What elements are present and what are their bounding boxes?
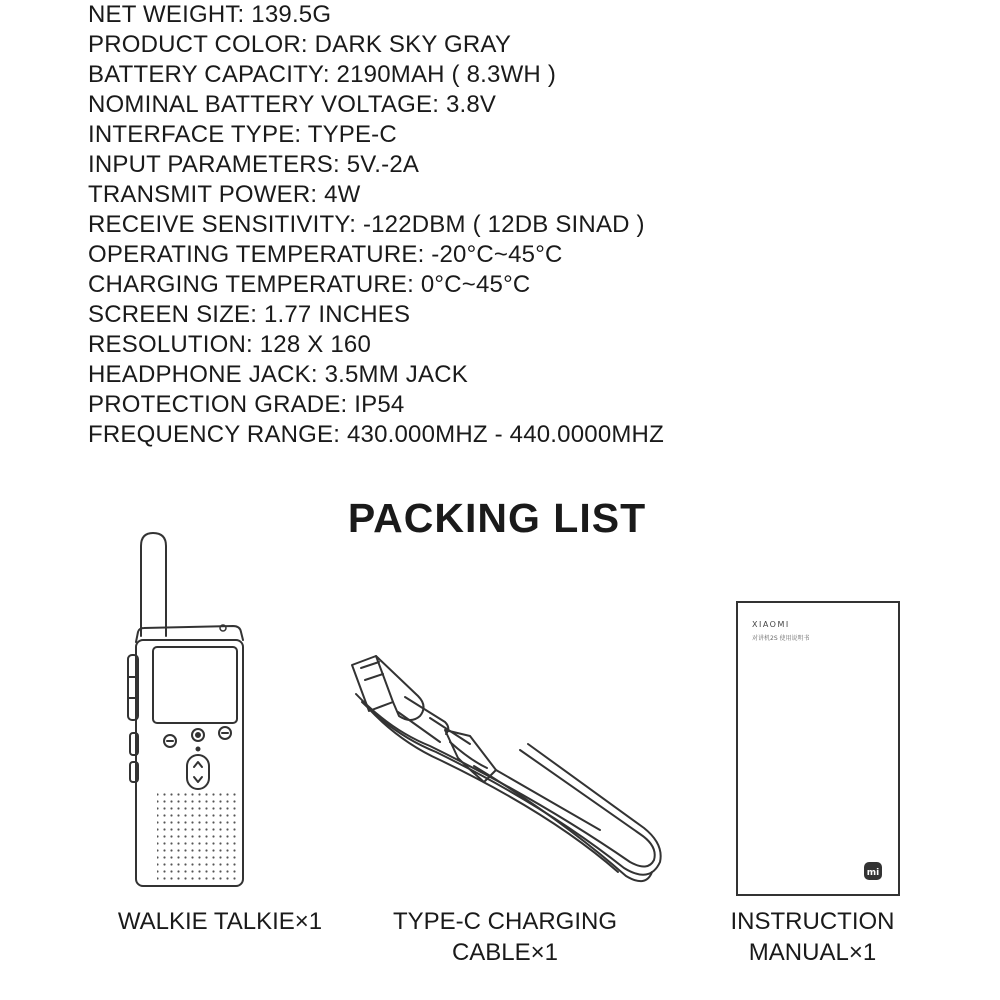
packing-list-title: PACKING LIST <box>347 495 647 541</box>
spec-resolution: RESOLUTION: 128 X 160 <box>88 331 371 358</box>
spec-battery-capacity: BATTERY CAPACITY: 2190MAH ( 8.3WH ) <box>88 61 557 88</box>
caption-line: CABLE×1 <box>451 939 559 966</box>
spec-frequency-range: FREQUENCY RANGE: 430.000MHZ - 440.0000MHZ <box>88 421 664 448</box>
manual-brand-text: XIAOMI <box>752 620 790 629</box>
manual-subtitle-text: 对讲机2S 使用说明书 <box>752 635 810 642</box>
caption-line: TYPE-C CHARGING <box>392 908 617 935</box>
caption-line: MANUAL×1 <box>748 939 877 966</box>
spec-input-parameters: INPUT PARAMETERS: 5V.-2A <box>88 151 420 178</box>
spec-receive-sensitivity: RECEIVE SENSITIVITY: -122DBM ( 12DB SINAD ) <box>88 211 645 238</box>
spec-product-color: PRODUCT COLOR: DARK SKY GRAY <box>88 31 512 58</box>
mi-logo-text: mi <box>866 868 880 878</box>
spec-headphone-jack: HEADPHONE JACK: 3.5MM JACK <box>88 361 468 388</box>
spec-interface-type: INTERFACE TYPE: TYPE-C <box>88 121 397 148</box>
caption-line: INSTRUCTION <box>730 908 895 935</box>
spec-operating-temperature: OPERATING TEMPERATURE: -20°C~45°C <box>88 241 563 268</box>
spec-net-weight: NET WEIGHT: 139.5G <box>88 1 332 28</box>
caption-type-c-cable <box>340 906 670 968</box>
spec-protection-grade: PROTECTION GRADE: IP54 <box>88 391 405 418</box>
spec-charging-temperature: CHARGING TEMPERATURE: 0°C~45°C <box>88 271 531 298</box>
caption-instruction-manual <box>660 906 965 968</box>
caption-line: WALKIE TALKIE×1 <box>117 908 323 935</box>
spec-battery-voltage: NOMINAL BATTERY VOLTAGE: 3.8V <box>88 91 497 118</box>
manual-booklet-icon <box>737 602 899 895</box>
spec-transmit-power: TRANSMIT POWER: 4W <box>88 181 361 208</box>
usb-cable-icon <box>352 656 661 881</box>
caption-walkie-talkie <box>60 906 380 937</box>
spec-screen-size: SCREEN SIZE: 1.77 INCHES <box>88 301 411 328</box>
walkie-talkie-icon <box>128 533 243 886</box>
